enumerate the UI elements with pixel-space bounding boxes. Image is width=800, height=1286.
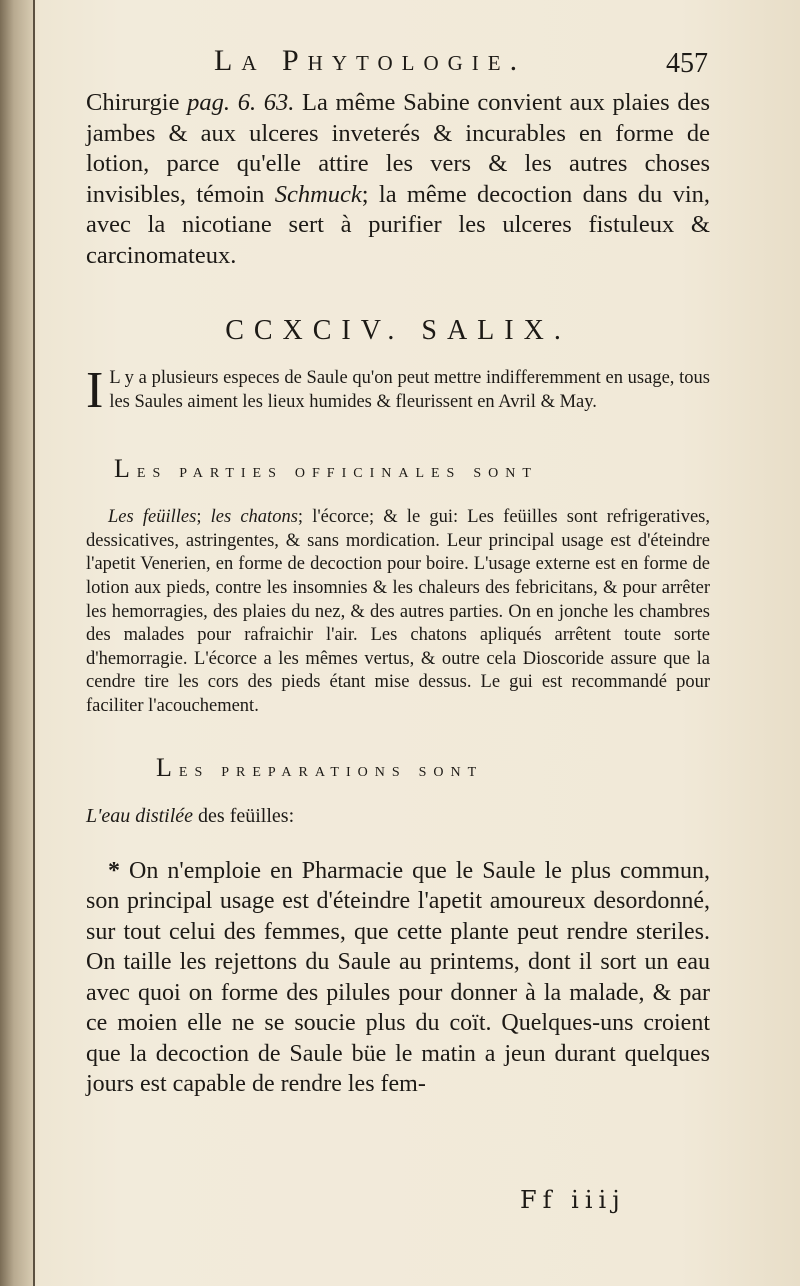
officinal-text: ; l'écorce; & le gui: Les feüilles sont refrigeratives, dessicatives, astringentes, & sans mordication. Leur principal usage est d'éteindre l'apetit Venerien, en forme de decoction pour boire. L'usage externe est en forme de lotion aux pieds, contre les insomnies & les chaleurs des febricitans, & pour arrêter les hemorragies, des plaies du nez, & des autres parties. On en jonche les chambres des malades pour rafraichir l'air. Les chatons apliqués arrêtent toute sorte d'hemorragie. L'écorce a les mêmes vertus, & outre cela Dioscoride assure que la cendre tire les cors des pieds étant mise dessus. Le gui est recommandé pour faciliter l'acouchement. <box>86 507 711 716</box>
officinal-lead-2: les chatons <box>210 507 298 528</box>
preparation-item-text: des feüilles: <box>193 804 295 827</box>
preparations-heading-initial: L <box>156 752 179 782</box>
footnote-paragraph <box>86 856 710 1100</box>
preparation-item <box>86 805 710 828</box>
officinal-sep: ; <box>196 507 211 528</box>
gutter-edge <box>33 0 35 1286</box>
officinal-heading-initial: L <box>114 454 137 484</box>
page-gutter <box>0 0 34 1286</box>
preparations-heading <box>156 753 710 783</box>
intro-text: L y a plusieurs especes de Saule qu'on peut mettre indifferemment en usage, tous les Saules aiment les lieux humides & fleurissent en Avril & May. <box>109 368 710 412</box>
footnote-text: On n'emploie en Pharmacie que le Saule le plus commun, son principal usage est d'éteindre l'apetit amoureux desordonné, sur tout celui des femmes, que cette plante peut rendre steriles. On taille les rejettons du Saule au printems, dont il sort un eau avec quoi on forme des pilules pour donner à la malade, & par ce moien elle ne se soucie plus du coït. Quelques-uns croient que la decoction de Saule büe le matin a jeun durant quelques jours est capable de rendre les fem- <box>86 857 710 1098</box>
opening-ref: pag. 6. 63. <box>187 89 295 116</box>
officinal-heading <box>114 454 710 484</box>
section-heading: CCXCIV. SALIX. <box>225 315 571 346</box>
opening-text-1: Chirurgie <box>86 89 188 116</box>
preparation-item-name: L'eau distilée <box>86 804 194 827</box>
officinal-paragraph <box>86 506 710 718</box>
section-intro <box>86 362 710 419</box>
running-title: La Phytologie. <box>214 44 527 77</box>
opening-author: Schmuck <box>274 180 362 208</box>
signature-mark: Ff iiij <box>520 1186 626 1214</box>
officinal-heading-rest: es parties officinales sont <box>136 460 538 483</box>
running-head <box>86 44 710 88</box>
drop-cap: I <box>86 362 104 419</box>
asterisk-mark: * <box>108 857 120 884</box>
opening-text-3: ; la même decoction dans du vin, avec la nicotiane sert à purifier les ulceres fistuleux & carcinomateux. <box>86 180 711 269</box>
page-number: 457 <box>666 48 708 79</box>
opening-text-2: La même Sabine convient aux plaies des jambes & aux ulceres inveterés & incurables en forme de lotion, parce qu'elle attire les vers & les autres choses invisibles, témoin <box>86 89 710 208</box>
preparations-heading-rest: es preparations sont <box>178 758 484 781</box>
opening-paragraph <box>86 88 710 271</box>
officinal-lead-1: Les feüilles <box>108 507 197 528</box>
page-content <box>86 44 710 1100</box>
